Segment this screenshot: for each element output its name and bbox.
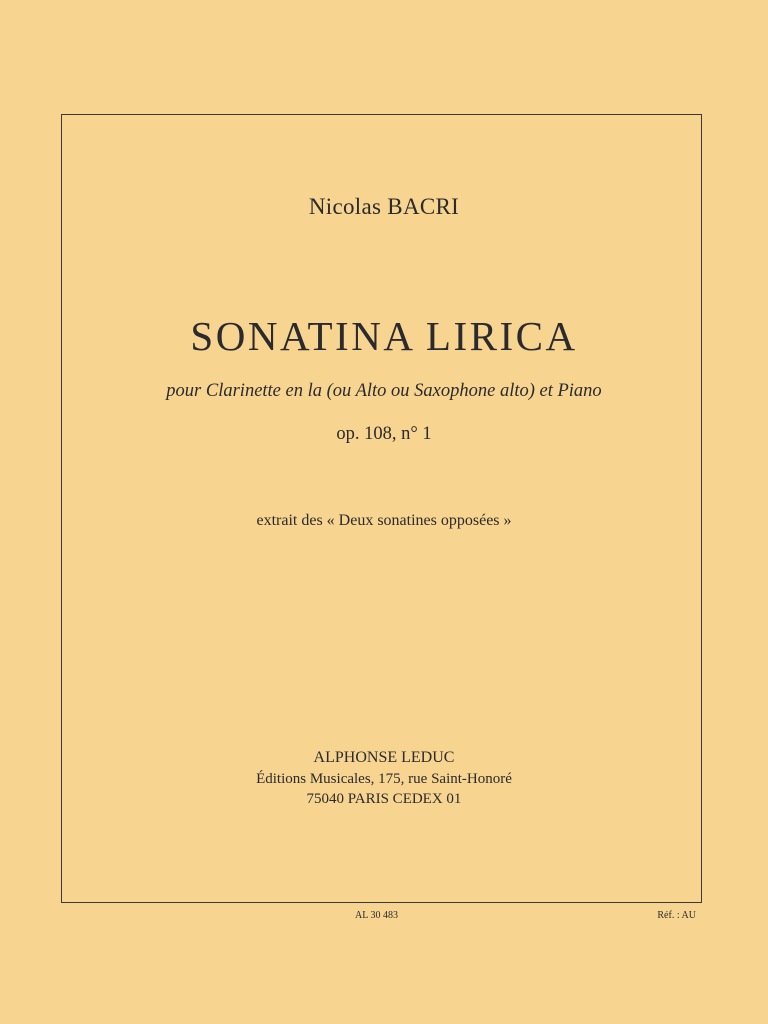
publisher-name: ALPHONSE LEDUC: [313, 749, 455, 766]
composer-name: Nicolas BACRI: [308, 194, 460, 219]
opus-number: op. 108, n° 1: [336, 424, 432, 444]
publisher-city: 75040 PARIS CEDEX 01: [306, 791, 462, 807]
work-title: SONATINA LIRICA: [190, 313, 578, 359]
instrumentation-subtitle: pour Clarinette en la (ou Alto ou Saxophone alto) et Piano: [166, 381, 602, 401]
plate-number: AL 30 483: [355, 910, 398, 921]
extract-note: extrait des « Deux sonatines opposées »: [256, 512, 512, 529]
reference-code: Réf. : AU: [657, 910, 696, 921]
publisher-address: Éditions Musicales, 175, rue Saint-Honoré: [256, 771, 512, 787]
